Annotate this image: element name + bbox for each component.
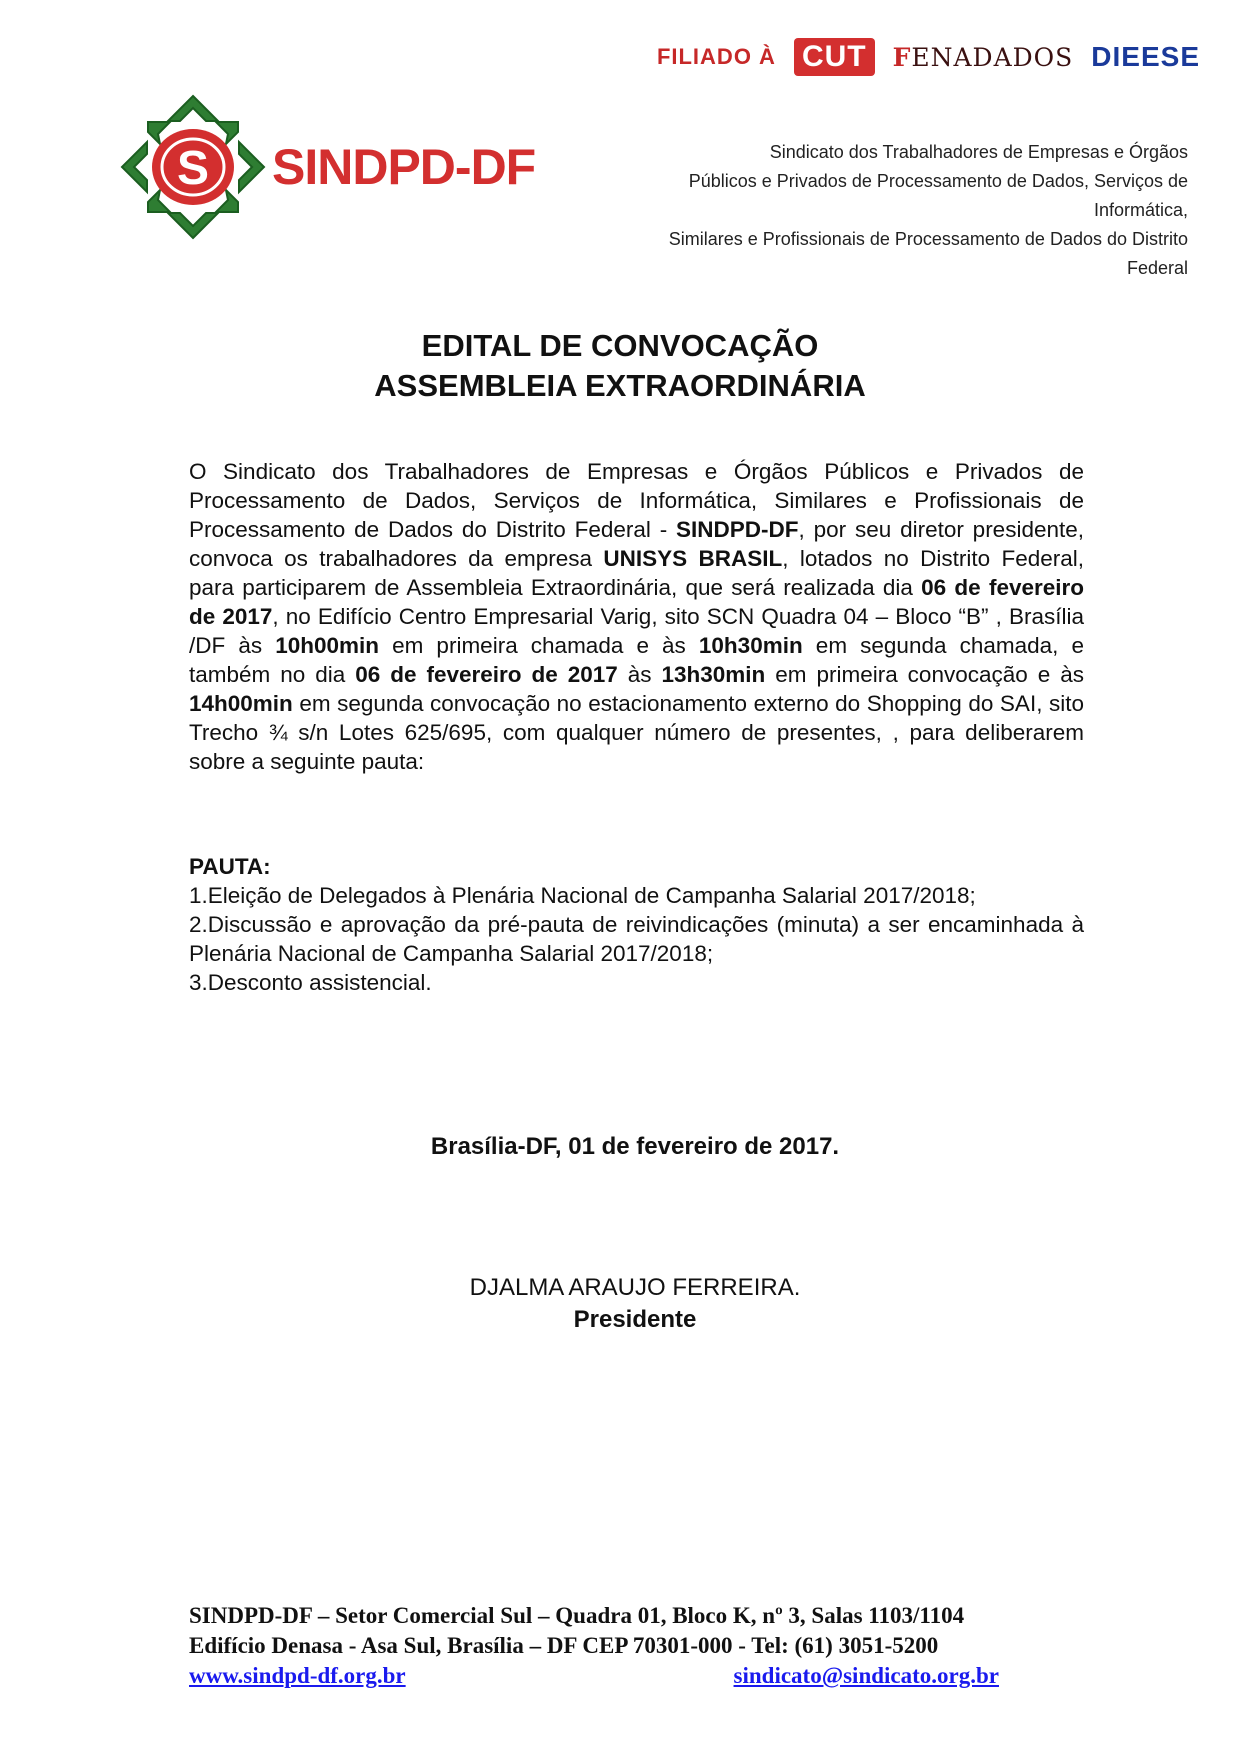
body-bold-segment: 10h00min — [275, 633, 379, 658]
pauta-item: 3.Desconto assistencial. — [189, 970, 432, 995]
body-text-segment: em segunda chamada, e também no dia — [189, 633, 1084, 687]
fenadados-initial: F — [892, 42, 912, 72]
body-bold-segment: 13h30min — [661, 662, 766, 687]
body-bold-segment: 06 de fevereiro de 2017 — [189, 575, 1084, 629]
title-line-1: EDITAL DE CONVOCAÇÃO — [421, 328, 819, 363]
filiado-label: FILIADO À — [656, 44, 776, 69]
body-text-segment: , no Edifício Centro Empresarial Varig, sito SCN Quadra 04 – Bloco “B” , Brasília /DF às — [189, 604, 1085, 658]
email-link[interactable]: sindicato@sindicato.org.br — [733, 1663, 999, 1688]
body-text-segment: em segunda convocação no estacionamento externo do Shopping do SAI, sito Trecho ¾ s/n Lotes 625/695, com qualquer número de presentes, , para deliberarem sobre a seguinte pauta: — [189, 691, 1084, 774]
org-fullname-line: Sindicato dos Trabalhadores de Empresas e Órgãos — [769, 142, 1188, 162]
fenadados-text: ENADADOS — [911, 42, 1074, 72]
body-bold-segment: 06 de fevereiro de 2017 — [355, 662, 618, 687]
signatory-role: Presidente — [573, 1306, 697, 1333]
pauta-item: 2.Discussão e aprovação da pré-pauta de reivindicações (minuta) a ser encaminhada à Plenária Nacional de Campanha Salarial 2017/2018; — [189, 912, 1084, 966]
dieese-logo: DIEESE — [1091, 41, 1200, 72]
footer — [189, 1601, 1084, 1691]
website-link[interactable]: www.sindpd-df.org.br — [189, 1663, 406, 1688]
document-title — [0, 326, 1240, 406]
body-text-segment: , lotados no Distrito Federal, para participarem de Assembleia Extraordinária, que será realizada dia — [189, 546, 1084, 600]
pauta-item: 1.Eleição de Delegados à Plenária Nacional de Campanha Salarial 2017/2018; — [189, 883, 976, 908]
signature-block — [0, 1272, 1240, 1336]
body-text-segment: às — [617, 662, 662, 687]
body-bold-segment: 10h30min — [698, 633, 803, 658]
place-date: Brasília-DF, 01 de fevereiro de 2017. — [430, 1133, 840, 1160]
fenadados-logo — [893, 43, 1074, 72]
body-bold-segment: SINDPD-DF — [676, 517, 799, 542]
org-fullname-line: Similares e Profissionais de Processamento de Dados do Distrito Federal — [668, 229, 1188, 278]
convocation-paragraph — [189, 457, 1084, 776]
body-text-segment: O Sindicato dos Trabalhadores de Empresas e Órgãos Públicos e Privados de Processamento de Dados, Serviços de Informática, Similares e Profissionais de Processamento de Dados do Distrito Federal - — [189, 459, 1084, 542]
body-text-segment: em primeira convocação e às — [765, 662, 1084, 687]
org-name: SINDPD-DF — [272, 139, 536, 195]
pauta-section — [189, 852, 1084, 997]
sindpd-emblem-icon — [118, 92, 268, 242]
footer-address-line: Edifício Denasa - Asa Sul, Brasília – DF CEP 70301-000 - Tel: (61) 3051-5200 — [189, 1633, 939, 1658]
cut-logo: CUT — [794, 38, 875, 76]
org-fullname — [628, 138, 1188, 283]
org-fullname-line: Públicos e Privados de Processamento de Dados, Serviços de Informática, — [688, 171, 1188, 220]
signatory-name: DJALMA ARAUJO FERREIRA. — [469, 1274, 801, 1301]
emblem-letter: S — [176, 142, 210, 195]
title-line-2: ASSEMBLEIA EXTRAORDINÁRIA — [374, 368, 866, 403]
affiliation-logos — [657, 38, 1200, 76]
body-bold-segment: 14h00min — [189, 691, 293, 716]
body-bold-segment: UNISYS BRASIL — [603, 546, 783, 571]
body-text-segment: , por seu diretor presidente, convoca os trabalhadores da empresa — [189, 517, 1085, 571]
body-text-segment: em primeira chamada e às — [379, 633, 699, 658]
pauta-heading: PAUTA: — [189, 854, 271, 879]
footer-address-line: SINDPD-DF – Setor Comercial Sul – Quadra 01, Bloco K, nº 3, Salas 1103/1104 — [189, 1603, 965, 1628]
org-logo — [118, 92, 535, 242]
footer-links — [189, 1661, 999, 1691]
